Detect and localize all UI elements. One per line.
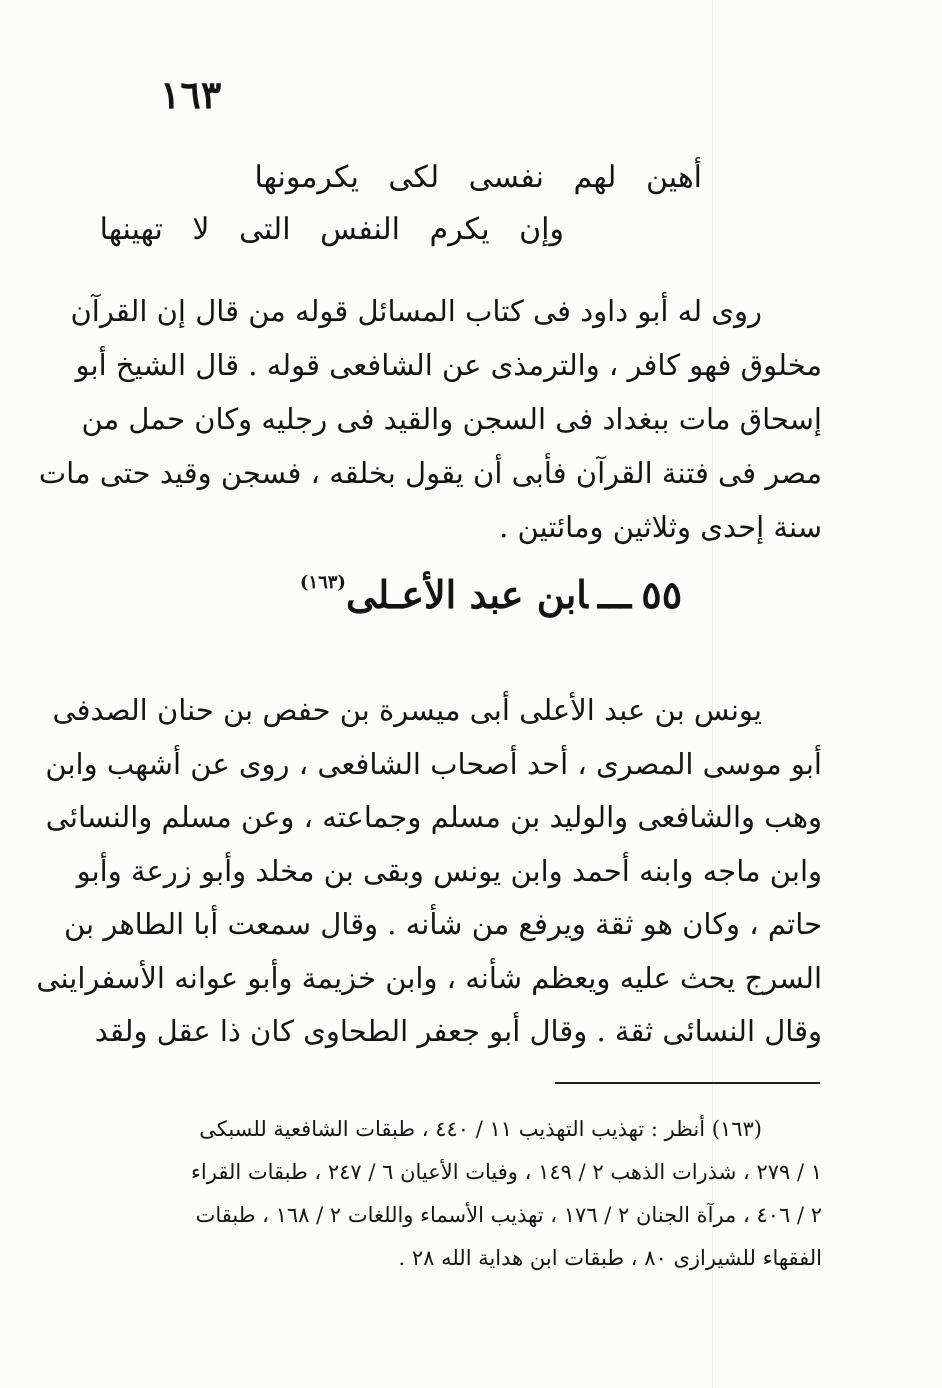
paragraph-line: وابن ماجه وابنه أحمد وابن يونس وبقى بن مخلد وأبو زرعة وأبو	[76, 853, 822, 888]
paragraph-line: حاتم ، وكان هو ثقة ويرفع من شأنه . وقال سمعت أبا الطاهر بن	[63, 907, 822, 941]
paragraph-line: روى له أبو داود فى كتاب المسائل قوله من قال إن القرآن	[70, 294, 762, 328]
footnote-reference: (١٦٣)	[299, 572, 346, 593]
section-heading	[160, 572, 822, 617]
section-separator: ـــ	[597, 572, 632, 617]
paragraph-line: يونس بن عبد الأعلى أبى ميسرة بن حفص بن حنان الصدفى	[52, 693, 762, 727]
paragraph-line: أبو موسى المصرى ، أحد أصحاب الشافعى ، روى عن أشهب وابن	[45, 746, 822, 781]
poem-line-1: أهين لهم نفسى لكى يكرمونها	[254, 160, 702, 195]
paragraph-line: سنة إحدى وثلاثين ومائتين .	[499, 510, 822, 544]
paragraph-line: وهب والشافعى والوليد بن مسلم وجماعته ، وعن مسلم والنسائى	[45, 800, 822, 834]
paragraph-line: مخلوق فهو كافر ، والترمذى عن الشافعى قوله . قال الشيخ أبو	[75, 348, 822, 382]
footnote-line: (١٦٣) أنظر : تهذيب التهذيب ١١ / ٤٤٠ ، طبقات الشافعية للسبكى	[199, 1117, 762, 1141]
paragraph-line: مصر فى فتنة القرآن فأبى أن يقول بخلقه ، فسجن وقيد حتى مات	[38, 456, 822, 490]
page-number: ١٦٣	[160, 72, 222, 117]
paragraph-line: إسحاق مات ببغداد فى السجن والقيد فى رجليه وكان حمل من	[81, 402, 822, 436]
paragraph-line: وقال النسائى ثقة . وقال أبو جعفر الطحاوى كان ذا عقل ولقد	[94, 1014, 822, 1048]
section-title: ابن عبد الأعـلى	[345, 572, 588, 617]
footnote-line: الفقهاء للشيرازى ٨٠ ، طبقات ابن هداية الله ٢٨ .	[398, 1246, 822, 1270]
footnote-line: ٢ / ٤٠٦ ، مرآة الجنان ٢ / ١٧٦ ، تهذيب الأسماء واللغات ٢ / ١٦٨ ، طبقات	[195, 1203, 822, 1227]
footnote-line: ١ / ٢٧٩ ، شذرات الذهب ٢ / ١٤٩ ، وفيات الأعيان ٦ / ٢٤٧ ، طبقات القراء	[191, 1160, 822, 1184]
paragraph-line: السرج يحث عليه ويعظم شأنه ، وابن خزيمة وأبو عوانه الأسفراينى	[36, 960, 822, 995]
footnote-divider	[555, 1082, 820, 1084]
paragraph-2	[36, 684, 822, 1059]
paragraph-1	[38, 284, 822, 554]
footnotes	[160, 1108, 822, 1280]
poem-line-2: وإن يكرم النفس التى لا تهينها	[99, 212, 564, 247]
section-number: ٥٥	[641, 572, 683, 617]
